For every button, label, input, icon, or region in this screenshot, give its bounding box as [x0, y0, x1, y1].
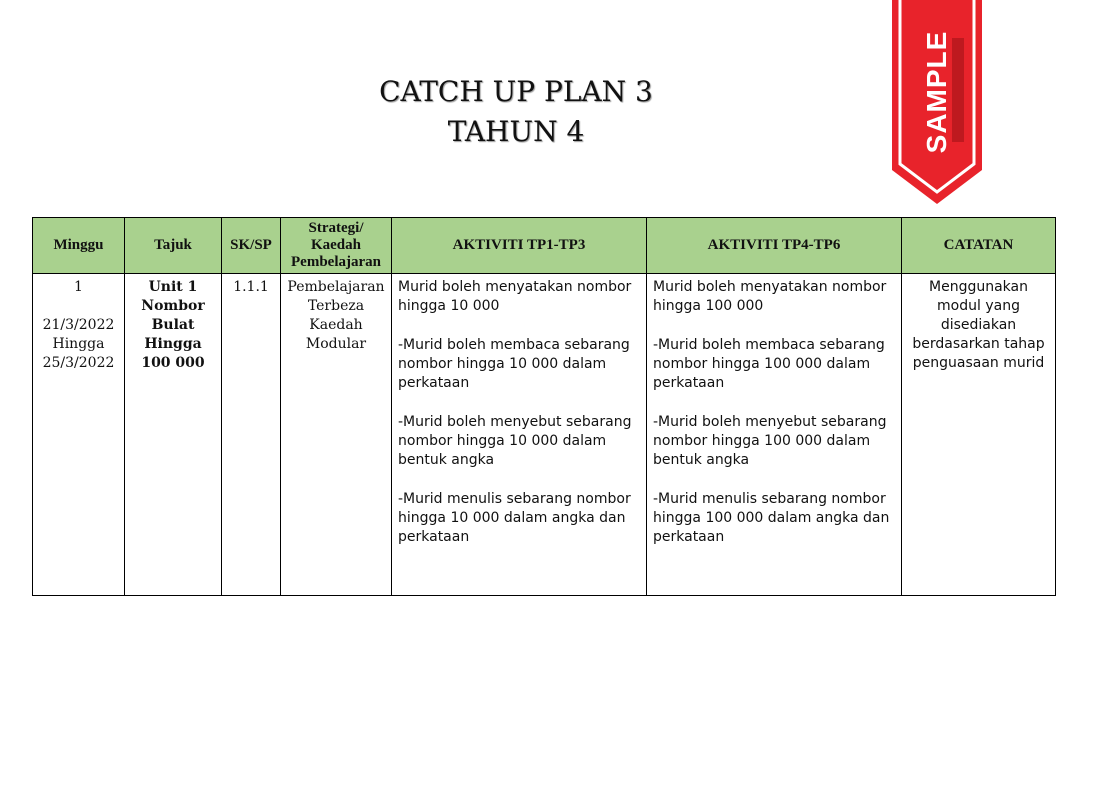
title-line-1: CATCH UP PLAN 3	[379, 75, 653, 108]
tajuk-line: Nombor	[141, 298, 205, 314]
table-header-row	[33, 218, 1056, 274]
date-end: 25/3/2022	[42, 355, 115, 371]
col-header-catatan: CATATAN	[902, 218, 1056, 274]
page-title	[0, 72, 1032, 152]
date-separator: Hingga	[52, 336, 105, 352]
cell-tajuk	[125, 274, 222, 596]
cell-minggu	[33, 274, 125, 596]
activity-item: -Murid boleh membaca sebarang nombor hingga 100 000 dalam perkataan	[653, 337, 885, 391]
activity-item: -Murid boleh membaca sebarang nombor hingga 10 000 dalam perkataan	[398, 337, 630, 391]
strategi-line: Pembelajaran	[287, 279, 385, 295]
tajuk-line: 100 000	[141, 355, 205, 371]
activity-item: -Murid menulis sebarang nombor hingga 100 000 dalam angka dan perkataan	[653, 491, 890, 545]
week-number: 1	[74, 279, 83, 295]
cell-strategi	[281, 274, 392, 596]
activity-item: -Murid boleh menyebut sebarang nombor hingga 100 000 dalam bentuk angka	[653, 414, 887, 468]
col-header-sksp: SK/SP	[222, 218, 281, 274]
cell-tp1-tp3	[392, 274, 647, 596]
tajuk-line: Unit 1	[148, 279, 198, 295]
plan-table	[32, 217, 1056, 596]
date-start: 21/3/2022	[42, 317, 115, 333]
activity-item: -Murid boleh menyebut sebarang nombor hingga 10 000 dalam bentuk angka	[398, 414, 632, 468]
activity-item: Murid boleh menyatakan nombor hingga 10 000	[398, 279, 632, 314]
strategi-line: Kaedah	[309, 317, 363, 333]
col-header-tp4-tp6: AKTIVITI TP4-TP6	[647, 218, 902, 274]
cell-catatan	[902, 274, 1056, 596]
col-header-minggu: Minggu	[33, 218, 125, 274]
strategi-line: Terbeza	[307, 298, 365, 314]
table-row	[33, 274, 1056, 596]
cell-sksp	[222, 274, 281, 596]
sksp-code: 1.1.1	[233, 279, 269, 295]
col-header-tajuk: Tajuk	[125, 218, 222, 274]
cell-tp4-tp6	[647, 274, 902, 596]
activity-item: Murid boleh menyatakan nombor hingga 100 000	[653, 279, 887, 314]
col-header-strategi: Strategi/ Kaedah Pembelajaran	[281, 218, 392, 274]
catatan-text: Menggunakan modul yang disediakan berdasarkan tahap penguasaan murid	[912, 279, 1045, 371]
activity-item: -Murid menulis sebarang nombor hingga 10 000 dalam angka dan perkataan	[398, 491, 631, 545]
sample-ribbon	[890, 0, 984, 206]
col-header-tp1-tp3: AKTIVITI TP1-TP3	[392, 218, 647, 274]
strategi-line: Modular	[305, 336, 367, 352]
tajuk-line: Hingga	[144, 336, 202, 352]
sample-label: SAMPLE	[921, 30, 952, 154]
tajuk-line: Bulat	[151, 317, 195, 333]
title-line-2: TAHUN 4	[447, 115, 585, 148]
